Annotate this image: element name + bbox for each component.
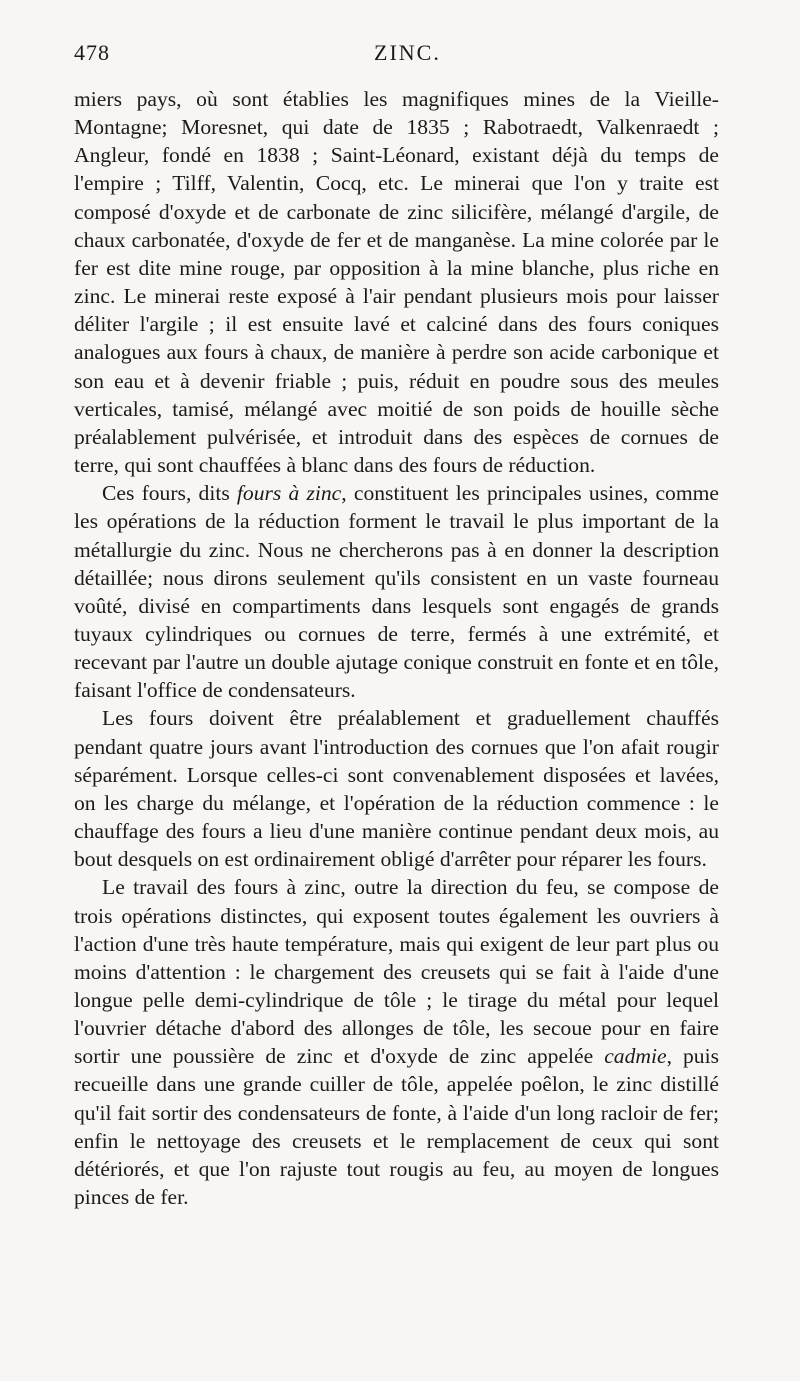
paragraph — [74, 479, 719, 704]
page-number: 478 — [74, 40, 110, 65]
body-text — [74, 85, 719, 1211]
paragraph-text: Ces fours, dits — [102, 481, 237, 506]
page-header — [74, 40, 714, 70]
paragraph-text: Le travail des fours à zinc, outre la direction du feu, se compose de trois opérations distinctes, qui exposent toutes également les ouvriers à l'action d'une très haute température, mais qui exigent de leur part plus ou moins d'attention : le chargement des creusets qui se fait à l'aide d'une longue pelle demi-cylindrique de tôle ; le tirage du métal pour lequel l'ouvrier détache d'abord des allonges de tôle, les secoue pour en faire sortir une poussière de zinc et d'oxyde de zinc appelée — [74, 875, 719, 1069]
running-title: ZINC. — [374, 40, 441, 65]
paragraph-text: , constituent les principales usines, comme les opérations de la réduction forment le travail le plus important de la métallurgie du zinc. Nous ne chercherons pas à en donner la description détaillée; nous dirons seulement qu'ils consistent en un vaste fourneau voûté, divisé en compartiments dans lesquels sont engagés de grands tuyaux cylindriques ou cornues de terre, fermés à une extrémité, et recevant par l'autre un double ajutage conique construit en fonte et en tôle, faisant l'office de condensateurs. — [74, 481, 720, 703]
paragraph-text: , puis recueille dans une grande cuiller de tôle, appelée poêlon, le zinc distillé qu'il fait sortir des condensateurs de fonte, à l'aide d'un long racloir de fer; enfin le nettoyage des creusets et le remplacement de ceux qui sont détériorés, et que l'on rajuste tout rougis au feu, au moyen de longues pinces de fer. — [74, 1044, 719, 1210]
paragraph: Les fours doivent être préalablement et graduellement chauffés pendant quatre jours avant l'introduction des cornues que l'on afait rougir séparément. Lorsque celles-ci sont convenablement disposées et lavées, on les charge du mélange, et l'opération de la réduction commence : le chauffage des fours a lieu d'une manière continue pendant deux mois, au bout desquels on est ordinairement obligé d'arrêter pour réparer les fours. — [74, 706, 719, 872]
paragraph — [74, 873, 719, 1211]
italic-term: fours à zinc — [236, 481, 342, 506]
italic-term: cadmie — [604, 1044, 667, 1069]
paragraph: miers pays, où sont établies les magnifiques mines de la Vieille-Montagne; Moresnet, qui date de 1835 ; Rabotraedt, Valkenraedt ; Angleur, fondé en 1838 ; Saint-Léonard, existant déjà du temps de l'empire ; Tilff, Valentin, Cocq, etc. Le minerai que l'on y traite est composé d'oxyde et de carbonate de zinc silicifère, mélangé d'argile, de chaux carbonatée, d'oxyde de fer et de manganèse. La mine colorée par le fer est dite mine rouge, par opposition à la mine blanche, plus riche en zinc. Le minerai reste exposé à l'air pendant plusieurs mois pour laisser déliter l'argile ; il est ensuite lavé et calciné dans des fours coniques analogues aux fours à chaux, de manière à perdre son acide carbonique et son eau et à devenir friable ; puis, réduit en poudre sous des meules verticales, tamisé, mélangé avec moitié de son poids de houille sèche préalablement pulvérisée, et introduit dans des espèces de cornues de terre, qui sont chauffées à blanc dans des fours de réduction. — [74, 87, 719, 478]
